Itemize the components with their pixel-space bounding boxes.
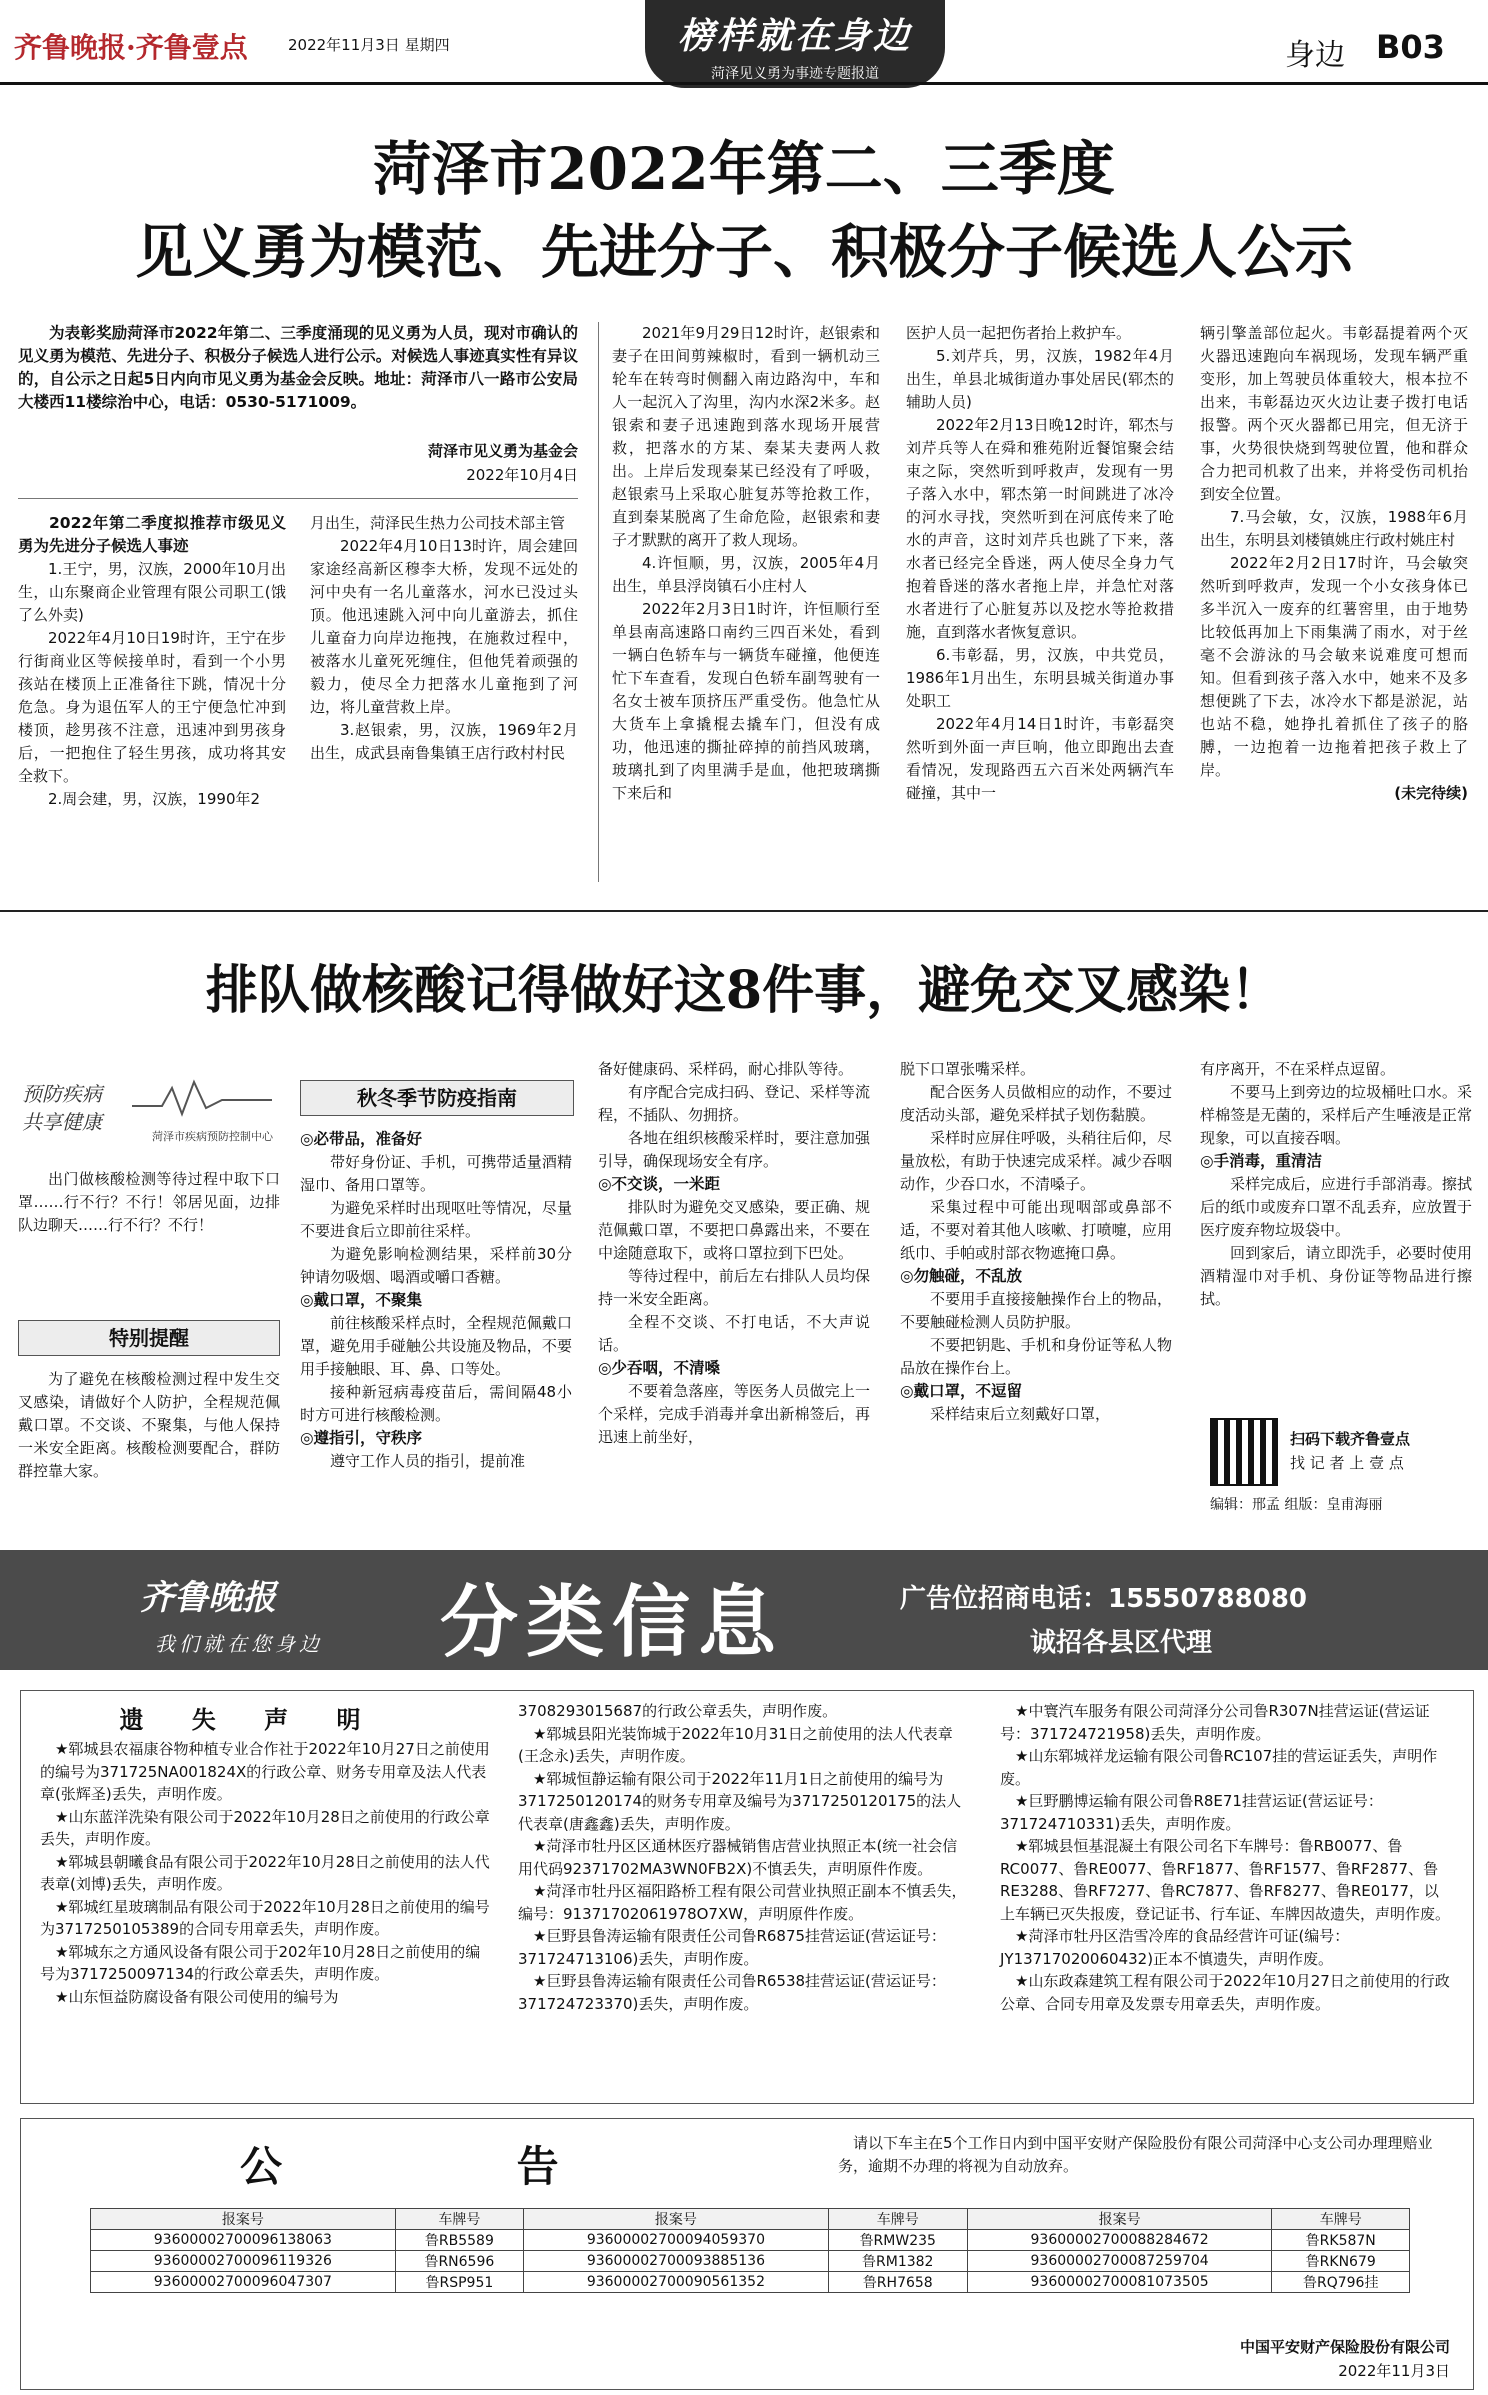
c2-story2: 2022年4月10日13时许，周会建回家途经高新区穆李大桥，发现不远处的河中央有一名儿童落水，河水已没过头顶。他迅速跳入河中向儿童游去，抓住儿童奋力向岸边拖拽，在施救过程中，被落水儿童死死缠住，但他凭着顽强的毅力，使尽全力把落水儿童拖到了河边，将儿童营救上岸。 xyxy=(310,537,578,716)
table-cell: 93600002700090561352 xyxy=(524,2272,829,2293)
newspaper-logo: 齐鲁晚报·齐鲁壹点 xyxy=(14,31,248,64)
tip4-heading: ◎不交谈，一米距 xyxy=(598,1175,721,1193)
ad-item: ★山东郓城祥龙运输有限公司鲁RC107挂的营运证丢失，声明作废。 xyxy=(1000,1747,1438,1788)
article2-title: 排队做核酸记得做好这8件事，避免交叉感染！ xyxy=(205,960,1283,1021)
table-row xyxy=(91,2272,1410,2293)
tip5-text1: 不要着急落座，等医务人员做完上一个采样，完成手消毒并拿出新棉签后，再迅速上前坐好， xyxy=(598,1382,870,1446)
table-cell: 鲁RK587N xyxy=(1272,2230,1410,2251)
to-be-continued: (未完待续) xyxy=(1394,784,1468,802)
tip3-text1-cont: 备好健康码、采样码，耐心排队等待。 xyxy=(598,1060,854,1078)
notice-sign-date: 2022年11月3日 xyxy=(1338,2362,1450,2380)
c3-story4: 2022年2月3日1时许，许恒顺行至单县南高速路口南约三四百米处，看到一辆白色轿车与一辆货车碰撞，他便连忙下车查看，发现白色轿车副驾驶有一名女士被车顶挤压严重受伤。他急忙从大货车上拿撬棍去撬车门，但没有成功，他迅速的撕扯碎掉的前挡风玻璃，玻璃扎到了肉里满手是血，他把玻璃撕下来后和 xyxy=(612,600,880,802)
editor-credit: 编辑：邢孟 组版：皇甫海丽 xyxy=(1210,1497,1383,1513)
ad-item: ★郓城红星玻璃制品有限公司于2022年10月28日之前使用的编号为3717250105389的合同专用章丢失，声明作废。 xyxy=(40,1897,490,1938)
article2-reminder xyxy=(18,1368,280,1483)
c1-person2: 2.周会建，男，汉族，1990年2 xyxy=(48,790,261,808)
col-header: 车牌号 xyxy=(1272,2209,1410,2230)
tip6-text1: 不要用手直接接触操作台上的物品，不要触碰检测人员防护服。 xyxy=(900,1290,1172,1331)
table-cell: 93600002700096119326 xyxy=(91,2251,396,2272)
table-cell: 93600002700096047307 xyxy=(91,2272,396,2293)
article-divider xyxy=(0,910,1488,912)
c5-person7: 7.马会敏，女，汉族，1988年6月出生，东明县刘楼镇姚庄行政村姚庄村 xyxy=(1200,508,1468,549)
page-number: B03 xyxy=(1376,28,1445,66)
col-header: 车牌号 xyxy=(828,2209,967,2230)
article1-sign-date: 2022年10月4日 xyxy=(466,466,578,484)
c4-story6: 2022年4月14日1时许，韦彰磊突然听到外面一声巨响，他立即跑出去查看情况，发现路西五六百米处两辆汽车碰撞，其中一 xyxy=(906,715,1174,802)
table-cell: 鲁RMW235 xyxy=(828,2230,967,2251)
qr-caption2: 找 记 者 上 壹 点 xyxy=(1290,1454,1404,1472)
notice-text xyxy=(838,2132,1458,2177)
ad-item: ★郓城县农福康谷物种植专业合作社于2022年10月27日之前使用的编号为371725NA001824X的行政公章、财务专用章及法人代表章(张辉圣)丢失，声明作废。 xyxy=(40,1740,490,1803)
tip8-text1: 采样完成后，应进行手部消毒。擦拭后的纸巾或废弃口罩不乱丢弃，应放置于医疗废弃物垃圾袋中。 xyxy=(1200,1175,1472,1239)
tip5-text4: 采集过程中可能出现咽部或鼻部不适，不要对着其他人咳嗽、打喷嚏，应用纸巾、手帕或肘部衣物遮掩口鼻。 xyxy=(900,1198,1172,1262)
table-header-row xyxy=(91,2209,1410,2230)
tip2-text2: 接种新冠病毒疫苗后，需间隔48小时方可进行核酸检测。 xyxy=(300,1383,572,1424)
article1-col4 xyxy=(906,322,1174,805)
heartbeat-icon xyxy=(132,1078,272,1118)
classified-band xyxy=(0,1550,1488,1670)
ad-item: ★郓城恒静运输有限公司于2022年11月1日之前使用的编号为3717250120174的财务专用章及编号为3717250120175的法人代表章(唐鑫鑫)丢失，声明作废。 xyxy=(518,1769,962,1833)
c1-person1: 1.王宁，男，汉族，2000年10月出生，山东聚商企业管理有限公司职工(饿了么外卖) xyxy=(18,560,286,624)
tip7-text2: 不要马上到旁边的垃圾桶吐口水。采样棉签是无菌的，采样后产生唾液是正常现象，可以直接吞咽。 xyxy=(1200,1083,1472,1147)
ad-item: 3708293015687的行政公章丢失，声明作废。 xyxy=(518,1702,838,1720)
table-cell: 93600002700093885136 xyxy=(524,2251,829,2272)
ads-col1 xyxy=(40,1738,490,2008)
issue-date: 2022年11月3日 星期四 xyxy=(288,36,450,54)
table-cell: 93600002700081073505 xyxy=(967,2272,1272,2293)
table-cell: 鲁RB5589 xyxy=(395,2230,523,2251)
article2-intro xyxy=(18,1168,280,1237)
tip7-text1: 采样结束后立刻戴好口罩， xyxy=(930,1405,1111,1423)
tip5-heading: ◎少吞咽，不清嗓 xyxy=(598,1359,721,1377)
article1-title-line2: 见义勇为模范、先进分子、积极分子候选人公示 xyxy=(134,218,1353,286)
lead-text: 为表彰奖励菏泽市2022年第二、三季度涌现的见义勇为人员，现对市确认的见义勇为模范、先进分子、积极分子候选人进行公示。对候选人事迹真实性有异议的，自公示之日起5日内向市见义勇为基金会反映。地址：菏泽市八一路市公安局大楼西11楼综治中心，电话：0530-5171009。 xyxy=(18,324,578,411)
banner-title: 榜样就在身边 xyxy=(677,15,912,57)
ad-item: ★菏泽市牡丹区区通林医疗器械销售店营业执照正本(统一社会信用代码92371702MA3WN0FB2X)不慎丢失，声明原件作废。 xyxy=(518,1837,958,1878)
table-cell: 93600002700087259704 xyxy=(967,2251,1272,2272)
c5-story6-cont: 辆引擎盖部位起火。韦彰磊提着两个灭火器迅速跑向车祸现场，发现车辆严重变形，加上驾驶员体重较大，根本拉不出来，韦彰磊边灭火边让妻子拨打电话报警。两个灭火器都已用完，但无济于事，火势很快烧到驾驶位置，他和群众合力把司机救了出来，并将受伤司机抬到安全位置。 xyxy=(1200,324,1468,503)
article1-title-line1: 菏泽市2022年第二、三季度 xyxy=(373,135,1115,203)
table-cell: 93600002700096138063 xyxy=(91,2230,396,2251)
c3-person4: 4.许恒顺，男，汉族，2005年4月出生，单县浮岗镇石小庄村人 xyxy=(612,554,880,595)
qr-code-icon[interactable] xyxy=(1210,1418,1278,1486)
ad-item: ★菏泽市牡丹区福阳路桥工程有限公司营业执照正副本不慎丢失，编号：91371702061978O7XW，声明原件作废。 xyxy=(518,1882,967,1923)
table-row xyxy=(91,2251,1410,2272)
tip3-text1: 遵守工作人员的指引，提前准 xyxy=(330,1452,526,1470)
band-agent: 诚招各县区代理 xyxy=(1030,1628,1213,1658)
tip1-text1: 带好身份证、手机，可携带适量酒精湿巾、备用口罩等。 xyxy=(300,1153,572,1194)
table-cell: 鲁RH7658 xyxy=(828,2272,967,2293)
intro-text: 出门做核酸检测等待过程中取下口罩……行不行？不行！邻居见面，边排队边聊天……行不行？不行！ xyxy=(18,1170,280,1234)
band-phone: 广告位招商电话：15550788080 xyxy=(900,1584,1307,1614)
ads-col2 xyxy=(518,1700,968,2015)
reminder-text: 为了避免在核酸检测过程中发生交叉感染，请做好个人防护，全程规范佩戴口罩。不交谈、不聚集，与他人保持一米安全距离。核酸检测要配合，群防群控靠大家。 xyxy=(18,1370,280,1480)
ad-item: ★郓城县阳光装饰城于2022年10月31日之前使用的法人代表章(王念永)丢失，声明作废。 xyxy=(518,1724,953,1765)
article1-col5 xyxy=(1200,322,1468,805)
col-divider xyxy=(598,322,599,882)
ad-item: ★郓城东之方通风设备有限公司于202年10月28日之前使用的编号为3717250097134的行政公章丢失，声明作废。 xyxy=(40,1942,481,1983)
tip4-text1: 排队时为避免交叉感染，要正确、规范佩戴口罩，不要把口鼻露出来，不要在中途随意取下，或将口罩拉到下巴处。 xyxy=(598,1198,870,1262)
article1-sign-org: 菏泽市见义勇为基金会 xyxy=(427,442,578,460)
table-cell: 鲁RSP951 xyxy=(395,2272,523,2293)
tip6-heading: ◎勿触碰，不乱放 xyxy=(900,1267,1023,1285)
c2-person3: 3.赵银索，男，汉族，1969年2月出生，成武县南鲁集镇王店行政村村民 xyxy=(310,721,578,762)
tip3-text2: 有序配合完成扫码、登记、采样等流程，不插队、勿拥挤。 xyxy=(598,1083,870,1124)
article2-col5 xyxy=(1200,1058,1472,1311)
c4-person6: 6.韦彰磊，男，汉族，中共党员，1986年1月出生，东明县城关街道办事处职工 xyxy=(906,646,1174,710)
tip7-heading: ◎戴口罩，不逗留 xyxy=(900,1382,1023,1400)
table-row xyxy=(91,2230,1410,2251)
notice-body: 请以下车主在5个工作日内到中国平安财产保险股份有限公司菏泽中心支公司办理理赔业务，逾期不办理的将视为自动放弃。 xyxy=(838,2134,1433,2175)
box-guide-title: 秋冬季节防疫指南 xyxy=(300,1080,574,1116)
c3-story3: 2021年9月29日12时许，赵银索和妻子在田间剪辣椒时，看到一辆机动三轮车在转弯时侧翻入南边路沟中，车和人一起沉入了沟里，沟内水深2米多。赵银索和妻子迅速跑到落水现场开展营救，把落水的方某、秦某夫妻两人救出。上岸后发现秦某已经没有了呼吸，赵银索马上采取心脏复苏等抢救工作，直到秦某脱离了生命危险，赵银索和妻子才默默的离开了救人现场。 xyxy=(612,324,880,549)
article2-col2 xyxy=(300,1128,572,1473)
tip6-text2: 不要把钥匙、手机和身份证等私人物品放在操作台上。 xyxy=(900,1336,1172,1377)
qr-caption1: 扫码下载齐鲁壹点 xyxy=(1290,1430,1411,1448)
claims-table xyxy=(90,2208,1410,2293)
table-cell: 93600002700088284672 xyxy=(967,2230,1272,2251)
ad-item: ★山东恒益防腐设备有限公司使用的编号为 xyxy=(55,1987,339,2006)
article2-col4 xyxy=(900,1058,1172,1426)
tip5-text3: 采样时应屏住呼吸，头稍往后仰，尽量放松，有助于快速完成采样。减少吞咽动作，少吞口水，不清嗓子。 xyxy=(900,1129,1172,1193)
c4-story4-cont: 医护人员一起把伤者抬上救护车。 xyxy=(906,324,1132,342)
cdc-slogan-line2: 共享健康 xyxy=(22,1110,102,1134)
lead-divider xyxy=(18,498,578,499)
tip7-text1-cont: 有序离开，不在采样点逗留。 xyxy=(1200,1060,1396,1078)
cdc-slogan-line1: 预防疾病 xyxy=(22,1082,102,1106)
c1-story1: 2022年4月10日19时许，王宁在步行街商业区等候接单时，看到一个小男孩站在楼顶上正准备往下跳，情况十分危急。身为退伍军人的王宁便急忙冲到楼顶，趁男孩不注意，迅速冲到男孩身后，一把抱住了轻生男孩，成功将其安全救下。 xyxy=(18,629,286,785)
ad-item: ★郓城县朝曦食品有限公司于2022年10月28日之前使用的法人代表章(刘博)丢失，声明作废。 xyxy=(40,1852,490,1893)
band-slogan: 我们就在您身边 xyxy=(155,1632,323,1656)
table-cell: 93600002700094059370 xyxy=(524,2230,829,2251)
banner-subtitle: 菏泽见义勇为事迹专题报道 xyxy=(711,66,879,82)
lost-title: 遗 失 声 明 xyxy=(119,1706,381,1734)
tip3-heading: ◎遵指引，守秩序 xyxy=(300,1429,423,1447)
col-header: 报案号 xyxy=(524,2209,829,2230)
c5-story7: 2022年2月2日17时许，马会敏突然听到呼救声，发现一个小女孩身体已多半沉入一废弃的红薯窖里，由于地势比较低再加上下雨集满了雨水，对于丝毫不会游泳的马会敏来说难度可想而知。但看到孩子落入水中，她来不及多想便跳了下去，冰冷水下都是淤泥，站也站不稳，她挣扎着抓住了孩子的胳膊，一边抱着一边拖着把孩子救上了岸。 xyxy=(1200,554,1468,779)
ad-item: ★郓城县恒基混凝土有限公司名下车牌号：鲁RB0077、鲁RC0077、鲁RE0077、鲁RF1877、鲁RF1577、鲁RF2877、鲁RE3288、鲁RF7277、鲁RC7877、鲁RF8277、鲁RE0177，以上车辆已灭失报废，登记证书、行车证、车牌因故遗失，声明作废。 xyxy=(1000,1837,1451,1923)
article1-col2 xyxy=(310,512,578,765)
tip1-text2: 为避免采样时出现呕吐等情况，尽量不要进食后立即前往采样。 xyxy=(300,1199,572,1240)
cdc-slogan xyxy=(22,1080,102,1136)
cdc-org: 菏泽市疾病预防控制中心 xyxy=(152,1130,273,1143)
qr-block xyxy=(1210,1418,1480,1518)
tip5-text2: 配合医务人员做相应的动作，不要过度活动头部，避免采样拭子划伤黏膜。 xyxy=(900,1083,1172,1124)
tip8-text2: 回到家后，请立即洗手，必要时使用酒精湿巾对手机、身份证等物品进行擦拭。 xyxy=(1200,1244,1472,1308)
c2-person2-cont: 月出生，菏泽民生热力公司技术部主管 xyxy=(310,514,566,532)
col-header: 报案号 xyxy=(91,2209,396,2230)
ad-item: ★巨野县鲁涛运输有限责任公司鲁R6538挂营运证(营运证号：371724723370)丢失，声明作废。 xyxy=(518,1972,946,2013)
col-header: 报案号 xyxy=(967,2209,1272,2230)
cdc-logo xyxy=(22,1074,292,1160)
c1-heading: 2022年第二季度拟推荐市级见义勇为先进分子候选人事迹 xyxy=(18,514,286,555)
section-name: 身边 xyxy=(1285,38,1345,73)
tip5-text1-cont: 脱下口罩张嘴采样。 xyxy=(900,1060,1036,1078)
ad-item: ★巨野鹏博运输有限公司鲁R8E71挂营运证(营运证号：371724710331)丢失，声明作废。 xyxy=(1000,1792,1383,1833)
notice-sign-org: 中国平安财产保险股份有限公司 xyxy=(1239,2338,1450,2356)
tip1-text3: 为避免影响检测结果，采样前30分钟请勿吸烟、喝酒或嚼口香糖。 xyxy=(300,1245,572,1286)
c4-story5: 2022年2月13日晚12时许，郓杰与刘芹兵等人在舜和雅苑附近餐馆聚会结束之际，突然听到呼救声，发现有一男子落入水中，郓杰第一时间跳进了冰冷的河水寻找，突然听到在河底传来了呛水的声音，这时刘芹兵也跳了下来，落水者已经完全昏迷，两人使尽全身力气抱着昏迷的落水者拖上岸，并急忙对落水者进行了心脏复苏以及挖水等抢救措施，直到落水者恢复意识。 xyxy=(906,416,1174,641)
band-logo: 齐鲁晚报 xyxy=(140,1578,276,1618)
ad-item: ★菏泽市牡丹区浩雪冷库的食品经营许可证(编号：JY13717020060432)正本不慎遗失，声明作废。 xyxy=(1000,1927,1350,1968)
notice-title: 公 告 xyxy=(240,2142,669,2191)
box-special-reminder: 特别提醒 xyxy=(18,1320,280,1356)
ads-col3 xyxy=(1000,1700,1450,2015)
article1-col3 xyxy=(612,322,880,805)
ad-item: ★巨野县鲁涛运输有限责任公司鲁R6875挂营运证(营运证号：371724713106)丢失，声明作废。 xyxy=(518,1927,946,1968)
page-header xyxy=(0,0,1488,82)
band-title: 分类信息 xyxy=(440,1578,785,1668)
header-divider xyxy=(0,82,1488,85)
tip1-heading: ◎必带品，准备好 xyxy=(300,1130,423,1148)
column-banner xyxy=(645,0,945,88)
table-cell: 鲁RM1382 xyxy=(828,2251,967,2272)
tip4-text3: 全程不交谈、不打电话，不大声说话。 xyxy=(598,1313,870,1354)
c4-person5: 5.刘芹兵，男，汉族，1982年4月出生，单县北城街道办事处居民(郓杰的辅助人员) xyxy=(906,347,1174,411)
table-cell: 鲁RKN679 xyxy=(1272,2251,1410,2272)
tip4-text2: 等待过程中，前后左右排队人员均保持一米安全距离。 xyxy=(598,1267,870,1308)
ad-item: ★山东蓝洋洗染有限公司于2022年10月28日之前使用的行政公章丢失，声明作废。 xyxy=(40,1807,490,1848)
tip3-text3: 各地在组织核酸采样时，要注意加强引导，确保现场安全有序。 xyxy=(598,1129,870,1170)
article1-col1 xyxy=(18,512,286,811)
table-cell: 鲁RN6596 xyxy=(395,2251,523,2272)
ad-item: ★山东政森建筑工程有限公司于2022年10月27日之前使用的行政公章、合同专用章及发票专用章丢失，声明作废。 xyxy=(1000,1972,1450,2013)
tip2-heading: ◎戴口罩，不聚集 xyxy=(300,1291,423,1309)
article1-lead xyxy=(18,322,578,414)
col-header: 车牌号 xyxy=(395,2209,523,2230)
table-cell: 鲁RQ796挂 xyxy=(1272,2272,1410,2293)
article2-col3 xyxy=(598,1058,870,1449)
tip8-heading: ◎手消毒，重清洁 xyxy=(1200,1152,1323,1170)
ad-item: ★中寰汽车服务有限公司菏泽分公司鲁R307N挂营运证(营运证号：371724721958)丢失，声明作废。 xyxy=(1000,1702,1430,1743)
tip2-text1: 前往核酸采样点时，全程规范佩戴口罩，避免用手碰触公共设施及物品，不要用手接触眼、耳、鼻、口等处。 xyxy=(300,1314,572,1378)
